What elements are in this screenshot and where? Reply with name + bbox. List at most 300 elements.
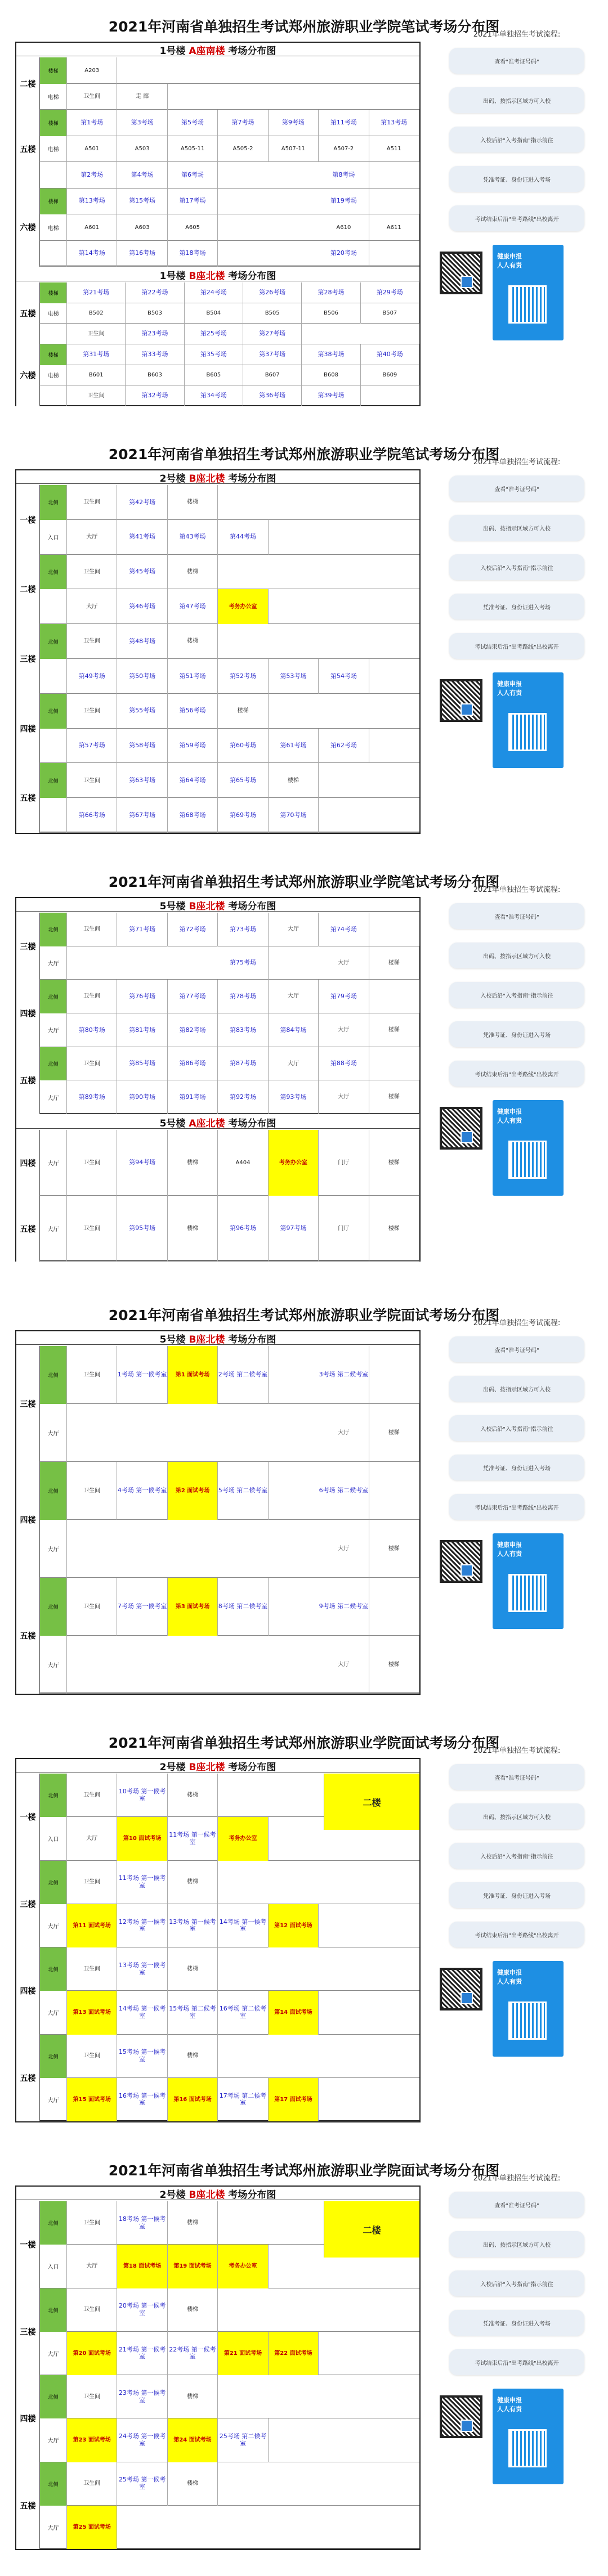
building-wing: B座北楼 <box>189 1334 225 1345</box>
room-cell: 15考场 第一候考室 <box>117 2035 167 2078</box>
room-cell: 第50考场 <box>117 659 167 694</box>
floor-plan-title <box>16 2187 419 2200</box>
floor-plan-title <box>16 1331 419 1345</box>
floor-label: 四楼 <box>16 1462 40 1578</box>
row-label: 大厅 <box>40 1404 67 1462</box>
poster-line1: 健康申报 <box>497 2397 522 2404</box>
room-cell: 第37考场 <box>243 344 302 365</box>
room-cell: B506 <box>302 303 360 324</box>
poster-line2: 人人有责 <box>497 1978 522 1985</box>
floor-plan-grid <box>15 897 421 1262</box>
floor-row <box>16 1520 419 1578</box>
floor-label: 五楼 <box>16 1196 40 1262</box>
floor-row <box>16 2418 419 2462</box>
building-wing: B座北楼 <box>189 1762 225 1773</box>
room-cell: 第97考场 <box>269 1196 319 1262</box>
sidebar-step-2[interactable]: 出码、按指示区域方可入校 <box>449 1376 584 1402</box>
room-cell: A507-2 <box>319 136 369 163</box>
row-label: 楼梯 <box>40 189 67 215</box>
room-cell: 第56考场 <box>168 694 218 729</box>
room-cell: 3考场 第二候考室 <box>319 1346 369 1404</box>
sidebar <box>436 883 597 1266</box>
row-label: 入口 <box>40 2245 67 2288</box>
sidebar-step-3[interactable]: 入校后沿"入考指南"指示前往 <box>449 1843 584 1869</box>
floor-row <box>16 589 419 624</box>
sidebar-step-3[interactable]: 入校后沿"入考指南"指示前往 <box>449 1415 584 1441</box>
room-cell: 卫生间 <box>67 485 117 520</box>
panel-6 <box>0 2144 608 2571</box>
room-cell: 第88考场 <box>319 1047 369 1081</box>
poster-qr <box>508 2429 547 2467</box>
room-cell: 楼梯 <box>168 2375 218 2418</box>
room-cell: A505-11 <box>168 136 218 163</box>
room-cell: 7考场 第一候考室 <box>117 1578 167 1636</box>
floor-row <box>16 1130 419 1196</box>
row-label: 大厅 <box>40 1904 67 1947</box>
sidebar-step-3[interactable]: 入校后沿"入考指南"指示前往 <box>449 127 584 152</box>
room-cell: 6考场 第二候考室 <box>319 1462 369 1520</box>
row-label: 北侧 <box>40 2035 67 2078</box>
room-cell: 大厅 <box>269 980 319 1013</box>
room-cell: 楼梯 <box>369 1130 419 1196</box>
room-cell: 第46考场 <box>117 589 167 624</box>
page-title: 2021年河南省单独招生考试郑州旅游职业学院笔试考场分布图 <box>108 446 500 463</box>
room-cell: 第71考场 <box>117 913 167 946</box>
room-cell: 第17 面试考场 <box>269 2078 319 2121</box>
room-cell: 第79考场 <box>319 980 369 1013</box>
floor-row <box>16 2332 419 2375</box>
room-cell: 大厅 <box>67 2245 117 2288</box>
sidebar-step-2[interactable]: 出码、按指示区域方可入校 <box>449 943 584 968</box>
room-cell: 楼梯 <box>168 1947 218 1991</box>
floor-plan-title <box>16 1759 419 1772</box>
qr-code <box>440 2395 482 2438</box>
room-cell: A605 <box>168 214 218 241</box>
floor-label: 五楼 <box>16 2035 40 2122</box>
floor-row <box>16 1047 419 1081</box>
room-cell: 第75考场 <box>218 946 268 980</box>
floor-label: 五楼 <box>16 763 40 833</box>
row-label: 大厅 <box>40 2078 67 2121</box>
floor-row <box>16 913 419 946</box>
poster-qr <box>508 713 547 751</box>
room-cell: 第21 面试考场 <box>218 2332 268 2375</box>
floor-label: 一楼 <box>16 1774 40 1861</box>
sidebar-step-5[interactable]: 考试结束后沿"出考路线"出校离开 <box>449 2349 584 2375</box>
qr-area <box>436 2389 597 2484</box>
page-title: 2021年河南省单独招生考试郑州旅游职业学院面试考场分布图 <box>108 1735 500 1751</box>
sidebar-step-5[interactable]: 考试结束后沿"出考路线"出校离开 <box>449 633 584 659</box>
room-cell: A603 <box>117 214 167 241</box>
sidebar-step-1[interactable]: 查看"准考证号码" <box>449 48 584 74</box>
room-cell: 第33考场 <box>126 344 184 365</box>
row-label: 入口 <box>40 520 67 555</box>
room-cell: 第65考场 <box>218 763 268 798</box>
room-cell: B503 <box>126 303 184 324</box>
poster-qr <box>508 285 547 324</box>
sidebar-step-2[interactable]: 出码、按指示区域方可入校 <box>449 515 584 541</box>
qr-area <box>436 672 597 768</box>
room-cell: 卫生间 <box>67 624 117 659</box>
floor-plan-title <box>16 1115 419 1129</box>
health-poster <box>493 1533 564 1629</box>
room-cell: 大厅 <box>67 589 117 624</box>
floor-plan-grid <box>15 42 421 406</box>
room-cell: 第40考场 <box>361 344 419 365</box>
floor-row <box>16 324 419 344</box>
room-cell: 卫生间 <box>67 84 117 110</box>
floor-row <box>16 1196 419 1262</box>
qr-code <box>440 1968 482 2010</box>
sidebar-step-5[interactable]: 考试结束后沿"出考路线"出校离开 <box>449 205 584 231</box>
health-poster <box>493 1961 564 2057</box>
room-cell: 门厅 <box>319 1196 369 1262</box>
room-cell: B607 <box>243 365 302 386</box>
floor-row <box>16 763 419 798</box>
floor-label: 四楼 <box>16 1130 40 1196</box>
title-suffix: 考场分布图 <box>228 1118 276 1129</box>
floor-row <box>16 110 419 136</box>
room-cell: 第67考场 <box>117 798 167 833</box>
building-wing: A座南楼 <box>189 46 225 57</box>
room-cell: 楼梯 <box>168 624 218 659</box>
floor-label: 二楼 <box>16 57 40 110</box>
room-cell: 楼梯 <box>168 1861 218 1904</box>
floor-plan-title <box>16 268 419 281</box>
row-label: 大厅 <box>40 1991 67 2034</box>
row-label: 大厅 <box>40 1080 67 1114</box>
panel-4 <box>0 1289 608 1716</box>
room-cell: 第27考场 <box>243 324 302 344</box>
room-cell: 第41考场 <box>117 520 167 555</box>
room-cell: B605 <box>185 365 243 386</box>
row-label: 北侧 <box>40 694 67 729</box>
floor-row <box>16 2288 419 2332</box>
room-cell: 第11 面试考场 <box>67 1904 117 1947</box>
room-cell: 第16考场 <box>117 241 167 267</box>
poster-line1: 健康申报 <box>497 1108 522 1115</box>
room-cell: 楼梯 <box>369 1013 419 1047</box>
room-cell: 20考场 第一候考室 <box>117 2288 167 2332</box>
room-cell: A505-2 <box>218 136 268 163</box>
room-cell: 卫生间 <box>67 1346 117 1404</box>
room-cell: 楼梯 <box>168 2035 218 2078</box>
room-cell: 卫生间 <box>67 555 117 590</box>
room-cell: 第24 面试考场 <box>168 2418 218 2462</box>
floor-label: 三楼 <box>16 2288 40 2376</box>
qr-logo-icon <box>461 1131 473 1143</box>
room-cell: 第12 面试考场 <box>269 1904 319 1947</box>
room-cell: 卫生间 <box>67 1861 117 1904</box>
panel-5 <box>0 1716 608 2144</box>
row-label <box>40 659 67 694</box>
room-cell: 楼梯 <box>369 946 419 980</box>
room-cell: 第48考场 <box>117 624 167 659</box>
floor-row <box>16 214 419 241</box>
room-cell: 23考场 第一候考室 <box>117 2375 167 2418</box>
room-cell: 第2考场 <box>67 162 117 189</box>
room-cell: 第9考场 <box>269 110 319 136</box>
room-cell: 第18考场 <box>168 241 218 267</box>
floor-row <box>16 136 419 163</box>
room-cell: 第3考场 <box>117 110 167 136</box>
sidebar-step-4[interactable]: 凭准考证、身份证进入考场 <box>449 1021 584 1047</box>
poster-line2: 人人有责 <box>497 2406 522 2413</box>
room-cell: 第10 面试考场 <box>117 1817 167 1860</box>
room-cell: 第32考场 <box>126 385 184 406</box>
room-cell: 卫生间 <box>67 1196 117 1262</box>
building-number: 2号楼 <box>159 2189 186 2201</box>
floor-row <box>16 1013 419 1047</box>
room-cell: 楼梯 <box>218 694 268 729</box>
room-cell: 第72考场 <box>168 913 218 946</box>
room-cell: 第64考场 <box>168 763 218 798</box>
row-label: 大厅 <box>40 1013 67 1047</box>
row-label: 楼梯 <box>40 57 67 84</box>
sidebar-step-4[interactable]: 凭准考证、身份证进入考场 <box>449 1882 584 1908</box>
room-cell: 15考场 第二候考室 <box>168 1991 218 2034</box>
room-cell: 卫生间 <box>67 763 117 798</box>
room-cell: 第3 面试考场 <box>168 1578 218 1636</box>
building-number: 1号楼 <box>159 46 186 57</box>
room-cell: 第5考场 <box>168 110 218 136</box>
sidebar-step-2[interactable]: 出码、按指示区域方可入校 <box>449 1803 584 1829</box>
room-cell: 第76考场 <box>117 980 167 1013</box>
qr-area <box>436 1961 597 2057</box>
room-cell: 第35考场 <box>185 344 243 365</box>
floor-plan-section <box>16 43 419 267</box>
room-cell: 21考场 第一候考室 <box>117 2332 167 2375</box>
room-cell: 第1考场 <box>67 110 117 136</box>
sidebar-title: 2021年单独招生考试流程: <box>473 30 561 39</box>
sidebar-step-1[interactable]: 查看"准考证号码" <box>449 475 584 501</box>
floor-row <box>16 798 419 833</box>
room-cell: 大厅 <box>319 1520 369 1578</box>
sidebar-step-4[interactable]: 凭准考证、身份证进入考场 <box>449 594 584 620</box>
sidebar-step-4[interactable]: 凭准考证、身份证进入考场 <box>449 2310 584 2336</box>
room-cell: 第18 面试考场 <box>117 2245 167 2288</box>
row-label: 大厅 <box>40 1196 67 1262</box>
room-cell: 第45考场 <box>117 555 167 590</box>
room-cell: 门厅 <box>319 1130 369 1196</box>
room-cell: 第17考场 <box>168 189 218 215</box>
room-cell: 楼梯 <box>168 1774 218 1817</box>
room-cell: B603 <box>126 365 184 386</box>
room-cell: 第1 面试考场 <box>168 1346 218 1404</box>
sidebar-step-2[interactable]: 出码、按指示区域方可入校 <box>449 2231 584 2257</box>
room-cell: 第54考场 <box>319 659 369 694</box>
floor-row <box>16 1636 419 1694</box>
room-cell: 卫生间 <box>67 1578 117 1636</box>
row-label: 大厅 <box>40 946 67 980</box>
room-cell: 楼梯 <box>369 1636 419 1694</box>
floor-row <box>16 729 419 764</box>
row-label: 北侧 <box>40 1947 67 1991</box>
room-cell: 第20 面试考场 <box>67 2332 117 2375</box>
sidebar-step-1[interactable]: 查看"准考证号码" <box>449 2192 584 2218</box>
floor-label: 五楼 <box>16 1047 40 1114</box>
floor-row <box>16 2035 419 2078</box>
qr-logo-icon <box>461 1992 473 2004</box>
building-number: 5号楼 <box>159 1334 186 1345</box>
row-label: 大厅 <box>40 2418 67 2462</box>
sidebar <box>436 456 597 838</box>
room-cell: 第4考场 <box>117 162 167 189</box>
qr-code <box>440 1540 482 1583</box>
sidebar <box>436 1744 597 2127</box>
room-cell: 考务办公室 <box>218 589 268 624</box>
room-cell: 第62考场 <box>319 729 369 764</box>
room-cell: 第82考场 <box>168 1013 218 1047</box>
room-cell: 卫生间 <box>67 1462 117 1520</box>
row-label: 北侧 <box>40 2201 67 2245</box>
room-cell: 第59考场 <box>168 729 218 764</box>
row-label <box>40 385 67 406</box>
row-label: 北侧 <box>40 1462 67 1520</box>
room-cell: 第19 面试考场 <box>168 2245 218 2288</box>
floor-row <box>16 189 419 215</box>
floor-label: 三楼 <box>16 1346 40 1462</box>
qr-code <box>440 252 482 294</box>
floor-plan-grid <box>15 469 421 834</box>
room-cell: 18考场 第一候考室 <box>117 2201 167 2245</box>
row-label: 北侧 <box>40 763 67 798</box>
room-cell: 卫生间 <box>67 913 117 946</box>
room-cell: 第36考场 <box>243 385 302 406</box>
sidebar-step-1[interactable]: 查看"准考证号码" <box>449 903 584 929</box>
row-label: 北侧 <box>40 913 67 946</box>
room-cell: 第51考场 <box>168 659 218 694</box>
room-cell: 第38考场 <box>302 344 360 365</box>
room-cell: 第94考场 <box>117 1130 167 1196</box>
room-cell: 9考场 第二候考室 <box>319 1578 369 1636</box>
page-title: 2021年河南省单独招生考试郑州旅游职业学院面试考场分布图 <box>108 1307 500 1323</box>
poster-line2: 人人有责 <box>497 1550 522 1558</box>
floor-plan-section <box>16 898 419 1114</box>
floor-banner: 二楼 <box>324 1774 419 1830</box>
sidebar-step-5[interactable]: 考试结束后沿"出考路线"出校离开 <box>449 1061 584 1087</box>
row-label <box>40 241 67 267</box>
row-label: 电梯 <box>40 365 67 386</box>
sidebar-step-3[interactable]: 入校后沿"入考指南"指示前往 <box>449 982 584 1008</box>
room-cell: 第70考场 <box>269 798 319 833</box>
room-cell: 第53考场 <box>269 659 319 694</box>
floor-row <box>16 1947 419 1991</box>
sidebar-step-3[interactable]: 入校后沿"入考指南"指示前往 <box>449 2270 584 2296</box>
room-cell: 第31考场 <box>67 344 126 365</box>
room-cell: 14考场 第一候考室 <box>218 1904 268 1947</box>
floor-row <box>16 1080 419 1114</box>
title-suffix: 考场分布图 <box>228 1334 276 1345</box>
qr-logo-icon <box>461 2420 473 2432</box>
room-cell: 卫生间 <box>67 694 117 729</box>
room-cell: 第80考场 <box>67 1013 117 1047</box>
floor-row <box>16 303 419 324</box>
room-cell: 第47考场 <box>168 589 218 624</box>
room-cell: 大厅 <box>269 913 319 946</box>
title-suffix: 考场分布图 <box>228 2189 276 2201</box>
room-cell: 楼梯 <box>369 1080 419 1114</box>
room-cell: B504 <box>185 303 243 324</box>
floor-row <box>16 2506 419 2549</box>
building-number: 2号楼 <box>159 1762 186 1773</box>
sidebar-step-5[interactable]: 考试结束后沿"出考路线"出校离开 <box>449 1494 584 1520</box>
room-cell: 楼梯 <box>168 485 218 520</box>
room-cell: 第66考场 <box>67 798 117 833</box>
panel-2 <box>0 428 608 855</box>
room-cell: 13考场 第一候考室 <box>117 1947 167 1991</box>
sidebar <box>436 2172 597 2555</box>
floor-label: 四楼 <box>16 980 40 1047</box>
floor-label: 三楼 <box>16 1861 40 1948</box>
room-cell: A501 <box>67 136 117 163</box>
row-label: 北侧 <box>40 980 67 1013</box>
room-cell: 考务办公室 <box>269 1130 319 1196</box>
floor-row <box>16 385 419 406</box>
floor-row <box>16 1578 419 1636</box>
row-label <box>40 729 67 764</box>
floor-row <box>16 946 419 980</box>
floor-row <box>16 1404 419 1462</box>
room-cell: 16考场 第二候考室 <box>218 1991 268 2034</box>
floor-label: 五楼 <box>16 1578 40 1694</box>
sidebar-step-1[interactable]: 查看"准考证号码" <box>449 1336 584 1362</box>
room-cell: 第52考场 <box>218 659 268 694</box>
room-cell: 14考场 第一候考室 <box>117 1991 167 2034</box>
room-cell: 第49考场 <box>67 659 117 694</box>
sidebar-step-4[interactable]: 凭准考证、身份证进入考场 <box>449 166 584 192</box>
room-cell: 楼梯 <box>168 2201 218 2245</box>
sidebar-step-1[interactable]: 查看"准考证号码" <box>449 1764 584 1790</box>
room-cell: 第6考场 <box>168 162 218 189</box>
poster-line2: 人人有责 <box>497 1117 522 1124</box>
row-label: 楼梯 <box>40 344 67 365</box>
floor-label: 五楼 <box>16 2462 40 2550</box>
room-cell: 第55考场 <box>117 694 167 729</box>
room-cell: 卫生间 <box>67 2375 117 2418</box>
room-cell: 第81考场 <box>117 1013 167 1047</box>
floor-plan-grid <box>15 1758 421 2122</box>
room-cell: 25考场 第一候考室 <box>117 2462 167 2506</box>
floor-row <box>16 1462 419 1520</box>
room-cell: 4考场 第一候考室 <box>117 1462 167 1520</box>
row-label: 北侧 <box>40 1047 67 1081</box>
room-cell: B507 <box>361 303 419 324</box>
floor-plan-grid <box>15 1330 421 1695</box>
sidebar-step-2[interactable]: 出码、按指示区域方可入校 <box>449 87 584 113</box>
sidebar-step-3[interactable]: 入校后沿"入考指南"指示前往 <box>449 554 584 580</box>
floor-row <box>16 520 419 555</box>
room-cell: 大厅 <box>319 1013 369 1047</box>
room-cell: 第21考场 <box>67 282 126 303</box>
room-cell: B609 <box>361 365 419 386</box>
floor-row <box>16 365 419 386</box>
floor-label: 三楼 <box>16 913 40 980</box>
sidebar-step-4[interactable]: 凭准考证、身份证进入考场 <box>449 1455 584 1480</box>
floor-plan-title <box>16 43 419 56</box>
page-title: 2021年河南省单独招生考试郑州旅游职业学院笔试考场分布图 <box>108 874 500 890</box>
room-cell: 第78考场 <box>218 980 268 1013</box>
sidebar-step-5[interactable]: 考试结束后沿"出考路线"出校离开 <box>449 1922 584 1947</box>
room-cell: B505 <box>243 303 302 324</box>
room-cell: 大厅 <box>319 946 369 980</box>
room-cell: A601 <box>67 214 117 241</box>
floor-plan-title <box>16 470 419 484</box>
sidebar-title: 2021年单独招生考试流程: <box>473 2174 561 2183</box>
room-cell: 卫生间 <box>67 2035 117 2078</box>
health-poster <box>493 245 564 340</box>
room-cell: 大厅 <box>67 520 117 555</box>
